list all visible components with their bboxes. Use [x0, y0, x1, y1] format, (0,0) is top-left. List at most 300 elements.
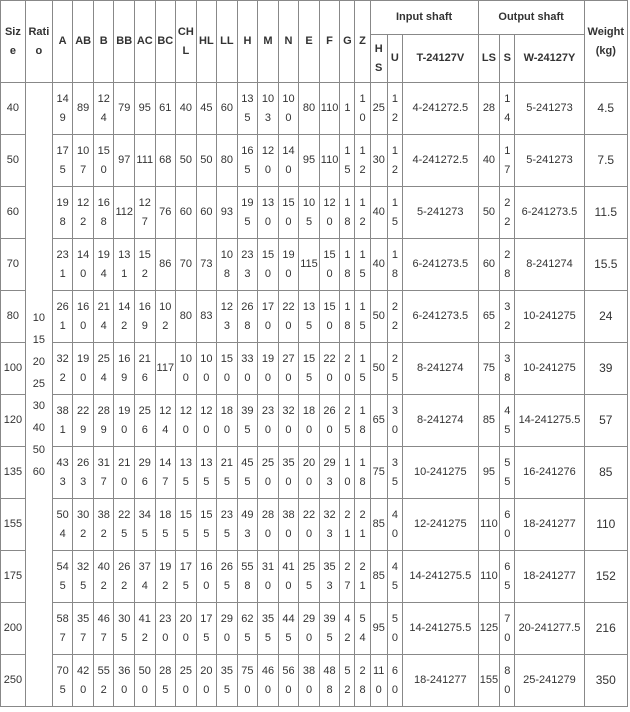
cell-weight: 152	[584, 551, 627, 603]
cell-ch: 120	[176, 395, 197, 447]
cell-u: 18	[387, 239, 402, 291]
cell-ch: 80	[176, 291, 197, 343]
table-row	[1, 551, 628, 603]
cell-w: 25-241279	[515, 655, 584, 707]
cell-ch: 40	[176, 83, 197, 135]
cell-m: 150	[258, 239, 279, 291]
cell-s: 38	[500, 343, 515, 395]
cell-hl: 45	[196, 83, 217, 135]
cell-weight: 39	[584, 343, 627, 395]
cell-hs: 85	[370, 551, 387, 603]
cell-hl: 200	[196, 655, 217, 707]
cell-weight: 4.5	[584, 83, 627, 135]
cell-bb: 225	[114, 499, 135, 551]
cell-hs: 40	[370, 239, 387, 291]
cell-weight: 85	[584, 447, 627, 499]
cell-ab: 420	[73, 655, 94, 707]
table-row	[1, 447, 628, 499]
cell-ll: 123	[217, 291, 238, 343]
cell-hs: 85	[370, 499, 387, 551]
cell-n: 100	[278, 83, 299, 135]
cell-e: 115	[299, 239, 320, 291]
cell-e: 200	[299, 447, 320, 499]
cell-e: 255	[299, 551, 320, 603]
cell-ls: 95	[478, 447, 500, 499]
cell-ch: 135	[176, 447, 197, 499]
cell-a: 149	[52, 83, 73, 135]
cell-ab: 89	[73, 83, 94, 135]
cell-g: 18	[340, 239, 355, 291]
cell-g: 27	[340, 551, 355, 603]
header-output-shaft: Output shaft	[478, 1, 584, 35]
header-weight: Weight(kg)	[584, 1, 627, 83]
cell-bb: 305	[114, 603, 135, 655]
cell-m: 230	[258, 395, 279, 447]
cell-g: 18	[340, 291, 355, 343]
cell-u: 22	[387, 291, 402, 343]
cell-hs: 50	[370, 291, 387, 343]
cell-size: 200	[1, 603, 26, 655]
cell-e: 290	[299, 603, 320, 655]
cell-s: 80	[500, 655, 515, 707]
cell-m: 120	[258, 135, 279, 187]
cell-w: 10-241275	[515, 291, 584, 343]
cell-hs: 25	[370, 83, 387, 135]
cell-g: 10	[340, 447, 355, 499]
cell-e: 95	[299, 135, 320, 187]
header-h: H	[237, 1, 258, 83]
cell-bc: 147	[155, 447, 176, 499]
cell-n: 220	[278, 291, 299, 343]
cell-ac: 95	[135, 83, 156, 135]
cell-z: 10	[355, 83, 370, 135]
cell-s: 14	[500, 83, 515, 135]
cell-z: 15	[355, 239, 370, 291]
cell-ab: 229	[73, 395, 94, 447]
cell-h: 493	[237, 499, 258, 551]
cell-a: 261	[52, 291, 73, 343]
cell-hs: 40	[370, 187, 387, 239]
header-w: W-24127Y	[515, 35, 584, 83]
cell-ls: 40	[478, 135, 500, 187]
cell-bb: 142	[114, 291, 135, 343]
cell-e: 155	[299, 343, 320, 395]
cell-u: 35	[387, 447, 402, 499]
cell-m: 190	[258, 343, 279, 395]
cell-a: 198	[52, 187, 73, 239]
cell-ab: 302	[73, 499, 94, 551]
cell-b: 382	[93, 499, 114, 551]
cell-u: 40	[387, 499, 402, 551]
header-chl: CHL	[176, 1, 197, 83]
cell-g: 18	[340, 187, 355, 239]
cell-bb: 112	[114, 187, 135, 239]
table-row	[1, 187, 628, 239]
cell-u: 60	[387, 655, 402, 707]
cell-w: 18-241277	[515, 499, 584, 551]
cell-bc: 117	[155, 343, 176, 395]
cell-s: 60	[500, 499, 515, 551]
cell-b: 194	[93, 239, 114, 291]
cell-a: 705	[52, 655, 73, 707]
cell-bc: 124	[155, 395, 176, 447]
cell-bb: 360	[114, 655, 135, 707]
table-body	[1, 83, 628, 707]
cell-t: 4-241272.5	[402, 83, 478, 135]
cell-weight: 15.5	[584, 239, 627, 291]
cell-b: 150	[93, 135, 114, 187]
cell-f: 488	[319, 655, 340, 707]
cell-z: 15	[355, 343, 370, 395]
cell-h: 195	[237, 187, 258, 239]
cell-ll: 80	[217, 135, 238, 187]
cell-bc: 285	[155, 655, 176, 707]
cell-a: 504	[52, 499, 73, 551]
cell-bb: 190	[114, 395, 135, 447]
cell-f: 220	[319, 343, 340, 395]
cell-bb: 131	[114, 239, 135, 291]
cell-t: 10-241275	[402, 447, 478, 499]
cell-z: 18	[355, 395, 370, 447]
cell-u: 15	[387, 187, 402, 239]
table-row	[1, 135, 628, 187]
cell-ratio: 10 15 20 25 30 40 50 60	[25, 83, 52, 707]
cell-size: 60	[1, 187, 26, 239]
cell-h: 165	[237, 135, 258, 187]
cell-f: 110	[319, 83, 340, 135]
cell-b: 254	[93, 343, 114, 395]
cell-f: 110	[319, 135, 340, 187]
cell-ch: 200	[176, 603, 197, 655]
cell-a: 381	[52, 395, 73, 447]
cell-w: 5-241273	[515, 135, 584, 187]
cell-ac: 152	[135, 239, 156, 291]
cell-bc: 102	[155, 291, 176, 343]
cell-size: 135	[1, 447, 26, 499]
cell-hs: 95	[370, 603, 387, 655]
cell-size: 100	[1, 343, 26, 395]
cell-size: 155	[1, 499, 26, 551]
cell-t: 5-241273	[402, 187, 478, 239]
cell-n: 560	[278, 655, 299, 707]
cell-m: 310	[258, 551, 279, 603]
cell-z: 18	[355, 447, 370, 499]
header-z: Z	[355, 1, 370, 83]
cell-bc: 86	[155, 239, 176, 291]
cell-bc: 61	[155, 83, 176, 135]
cell-bc: 192	[155, 551, 176, 603]
header-a: A	[52, 1, 73, 83]
cell-t: 6-241273.5	[402, 291, 478, 343]
cell-n: 140	[278, 135, 299, 187]
cell-u: 12	[387, 83, 402, 135]
cell-size: 80	[1, 291, 26, 343]
cell-m: 170	[258, 291, 279, 343]
cell-z: 12	[355, 187, 370, 239]
cell-ll: 180	[217, 395, 238, 447]
cell-t: 12-241275	[402, 499, 478, 551]
cell-h: 330	[237, 343, 258, 395]
cell-b: 552	[93, 655, 114, 707]
cell-ch: 100	[176, 343, 197, 395]
cell-z: 12	[355, 135, 370, 187]
header-ll: LL	[217, 1, 238, 83]
cell-z: 21	[355, 551, 370, 603]
cell-b: 214	[93, 291, 114, 343]
cell-hl: 50	[196, 135, 217, 187]
cell-bb: 97	[114, 135, 135, 187]
table-row	[1, 395, 628, 447]
cell-ll: 215	[217, 447, 238, 499]
cell-n: 380	[278, 499, 299, 551]
cell-hl: 135	[196, 447, 217, 499]
cell-bb: 79	[114, 83, 135, 135]
cell-weight: 350	[584, 655, 627, 707]
cell-hl: 60	[196, 187, 217, 239]
cell-ls: 110	[478, 551, 500, 603]
cell-e: 220	[299, 499, 320, 551]
cell-w: 16-241276	[515, 447, 584, 499]
cell-u: 30	[387, 395, 402, 447]
cell-s: 28	[500, 239, 515, 291]
cell-w: 6-241273.5	[515, 187, 584, 239]
cell-s: 32	[500, 291, 515, 343]
cell-f: 395	[319, 603, 340, 655]
cell-a: 231	[52, 239, 73, 291]
cell-h: 625	[237, 603, 258, 655]
cell-ch: 175	[176, 551, 197, 603]
cell-h: 558	[237, 551, 258, 603]
cell-h: 455	[237, 447, 258, 499]
header-f: F	[319, 1, 340, 83]
cell-ch: 60	[176, 187, 197, 239]
cell-weight: 57	[584, 395, 627, 447]
cell-g: 15	[340, 135, 355, 187]
cell-f: 260	[319, 395, 340, 447]
cell-ls: 28	[478, 83, 500, 135]
cell-ac: 412	[135, 603, 156, 655]
cell-n: 150	[278, 187, 299, 239]
cell-g: 1	[340, 83, 355, 135]
cell-g: 42	[340, 603, 355, 655]
cell-t: 4-241272.5	[402, 135, 478, 187]
cell-e: 180	[299, 395, 320, 447]
cell-weight: 110	[584, 499, 627, 551]
cell-a: 587	[52, 603, 73, 655]
cell-t: 6-241273.5	[402, 239, 478, 291]
cell-hl: 120	[196, 395, 217, 447]
cell-n: 350	[278, 447, 299, 499]
cell-g: 21	[340, 499, 355, 551]
cell-w: 20-241277.5	[515, 603, 584, 655]
table-row	[1, 291, 628, 343]
cell-hl: 155	[196, 499, 217, 551]
cell-ls: 75	[478, 343, 500, 395]
cell-bc: 185	[155, 499, 176, 551]
cell-w: 10-241275	[515, 343, 584, 395]
cell-m: 280	[258, 499, 279, 551]
cell-ab: 325	[73, 551, 94, 603]
cell-weight: 11.5	[584, 187, 627, 239]
cell-h: 135	[237, 83, 258, 135]
cell-hs: 75	[370, 447, 387, 499]
cell-ac: 345	[135, 499, 156, 551]
table-row	[1, 343, 628, 395]
cell-u: 50	[387, 603, 402, 655]
cell-ll: 60	[217, 83, 238, 135]
cell-hs: 65	[370, 395, 387, 447]
cell-ac: 216	[135, 343, 156, 395]
cell-ac: 111	[135, 135, 156, 187]
header-ratio: Ratio	[25, 1, 52, 83]
cell-e: 105	[299, 187, 320, 239]
header-u: U	[387, 35, 402, 83]
header-input-shaft: Input shaft	[370, 1, 478, 35]
cell-bc: 68	[155, 135, 176, 187]
header-m: M	[258, 1, 279, 83]
cell-ab: 107	[73, 135, 94, 187]
cell-h: 750	[237, 655, 258, 707]
cell-bc: 76	[155, 187, 176, 239]
cell-weight: 7.5	[584, 135, 627, 187]
header-size: Size	[1, 1, 26, 83]
cell-u: 12	[387, 135, 402, 187]
cell-n: 320	[278, 395, 299, 447]
cell-e: 135	[299, 291, 320, 343]
cell-hs: 50	[370, 343, 387, 395]
cell-ch: 70	[176, 239, 197, 291]
cell-n: 270	[278, 343, 299, 395]
header-s: S	[500, 35, 515, 83]
cell-t: 8-241274	[402, 395, 478, 447]
header-e: E	[299, 1, 320, 83]
cell-hl: 83	[196, 291, 217, 343]
cell-ls: 65	[478, 291, 500, 343]
cell-ac: 127	[135, 187, 156, 239]
cell-a: 322	[52, 343, 73, 395]
cell-f: 293	[319, 447, 340, 499]
cell-m: 250	[258, 447, 279, 499]
header-hs: HS	[370, 35, 387, 83]
cell-hs: 110	[370, 655, 387, 707]
table-row	[1, 603, 628, 655]
cell-size: 70	[1, 239, 26, 291]
header-n: N	[278, 1, 299, 83]
cell-weight: 216	[584, 603, 627, 655]
cell-e: 380	[299, 655, 320, 707]
cell-ab: 140	[73, 239, 94, 291]
cell-hl: 175	[196, 603, 217, 655]
cell-ch: 250	[176, 655, 197, 707]
cell-h: 233	[237, 239, 258, 291]
cell-m: 103	[258, 83, 279, 135]
cell-ab: 190	[73, 343, 94, 395]
cell-size: 175	[1, 551, 26, 603]
cell-n: 190	[278, 239, 299, 291]
cell-ls: 85	[478, 395, 500, 447]
cell-m: 130	[258, 187, 279, 239]
cell-w: 14-241275.5	[515, 395, 584, 447]
cell-ls: 110	[478, 499, 500, 551]
cell-z: 28	[355, 655, 370, 707]
table-row	[1, 499, 628, 551]
cell-bb: 210	[114, 447, 135, 499]
cell-ll: 355	[217, 655, 238, 707]
header-row-1	[1, 1, 628, 35]
table-row	[1, 655, 628, 707]
cell-ac: 296	[135, 447, 156, 499]
cell-s: 45	[500, 395, 515, 447]
cell-size: 50	[1, 135, 26, 187]
cell-s: 17	[500, 135, 515, 187]
cell-ll: 290	[217, 603, 238, 655]
cell-f: 150	[319, 239, 340, 291]
cell-h: 395	[237, 395, 258, 447]
cell-ls: 60	[478, 239, 500, 291]
cell-a: 545	[52, 551, 73, 603]
cell-n: 445	[278, 603, 299, 655]
cell-g: 20	[340, 343, 355, 395]
cell-b: 124	[93, 83, 114, 135]
cell-ls: 155	[478, 655, 500, 707]
cell-w: 18-241277	[515, 551, 584, 603]
cell-z: 21	[355, 499, 370, 551]
cell-size: 120	[1, 395, 26, 447]
cell-a: 433	[52, 447, 73, 499]
cell-ls: 50	[478, 187, 500, 239]
cell-bc: 230	[155, 603, 176, 655]
cell-t: 14-241275.5	[402, 603, 478, 655]
header-bc: BC	[155, 1, 176, 83]
cell-z: 15	[355, 291, 370, 343]
cell-ll: 265	[217, 551, 238, 603]
cell-t: 8-241274	[402, 343, 478, 395]
cell-hl: 160	[196, 551, 217, 603]
cell-e: 80	[299, 83, 320, 135]
cell-u: 45	[387, 551, 402, 603]
cell-ls: 125	[478, 603, 500, 655]
cell-bb: 262	[114, 551, 135, 603]
cell-a: 175	[52, 135, 73, 187]
cell-b: 289	[93, 395, 114, 447]
cell-ab: 263	[73, 447, 94, 499]
header-hl: HL	[196, 1, 217, 83]
cell-w: 8-241274	[515, 239, 584, 291]
header-ac: AC	[135, 1, 156, 83]
cell-s: 22	[500, 187, 515, 239]
cell-w: 5-241273	[515, 83, 584, 135]
cell-hs: 30	[370, 135, 387, 187]
cell-s: 55	[500, 447, 515, 499]
cell-m: 355	[258, 603, 279, 655]
cell-weight: 24	[584, 291, 627, 343]
header-ls: LS	[478, 35, 500, 83]
cell-ab: 160	[73, 291, 94, 343]
cell-h: 268	[237, 291, 258, 343]
cell-ac: 256	[135, 395, 156, 447]
cell-f: 323	[319, 499, 340, 551]
cell-t: 14-241275.5	[402, 551, 478, 603]
cell-ch: 155	[176, 499, 197, 551]
cell-b: 467	[93, 603, 114, 655]
cell-ac: 500	[135, 655, 156, 707]
cell-ll: 235	[217, 499, 238, 551]
cell-size: 250	[1, 655, 26, 707]
cell-u: 25	[387, 343, 402, 395]
cell-s: 70	[500, 603, 515, 655]
cell-m: 460	[258, 655, 279, 707]
cell-f: 353	[319, 551, 340, 603]
